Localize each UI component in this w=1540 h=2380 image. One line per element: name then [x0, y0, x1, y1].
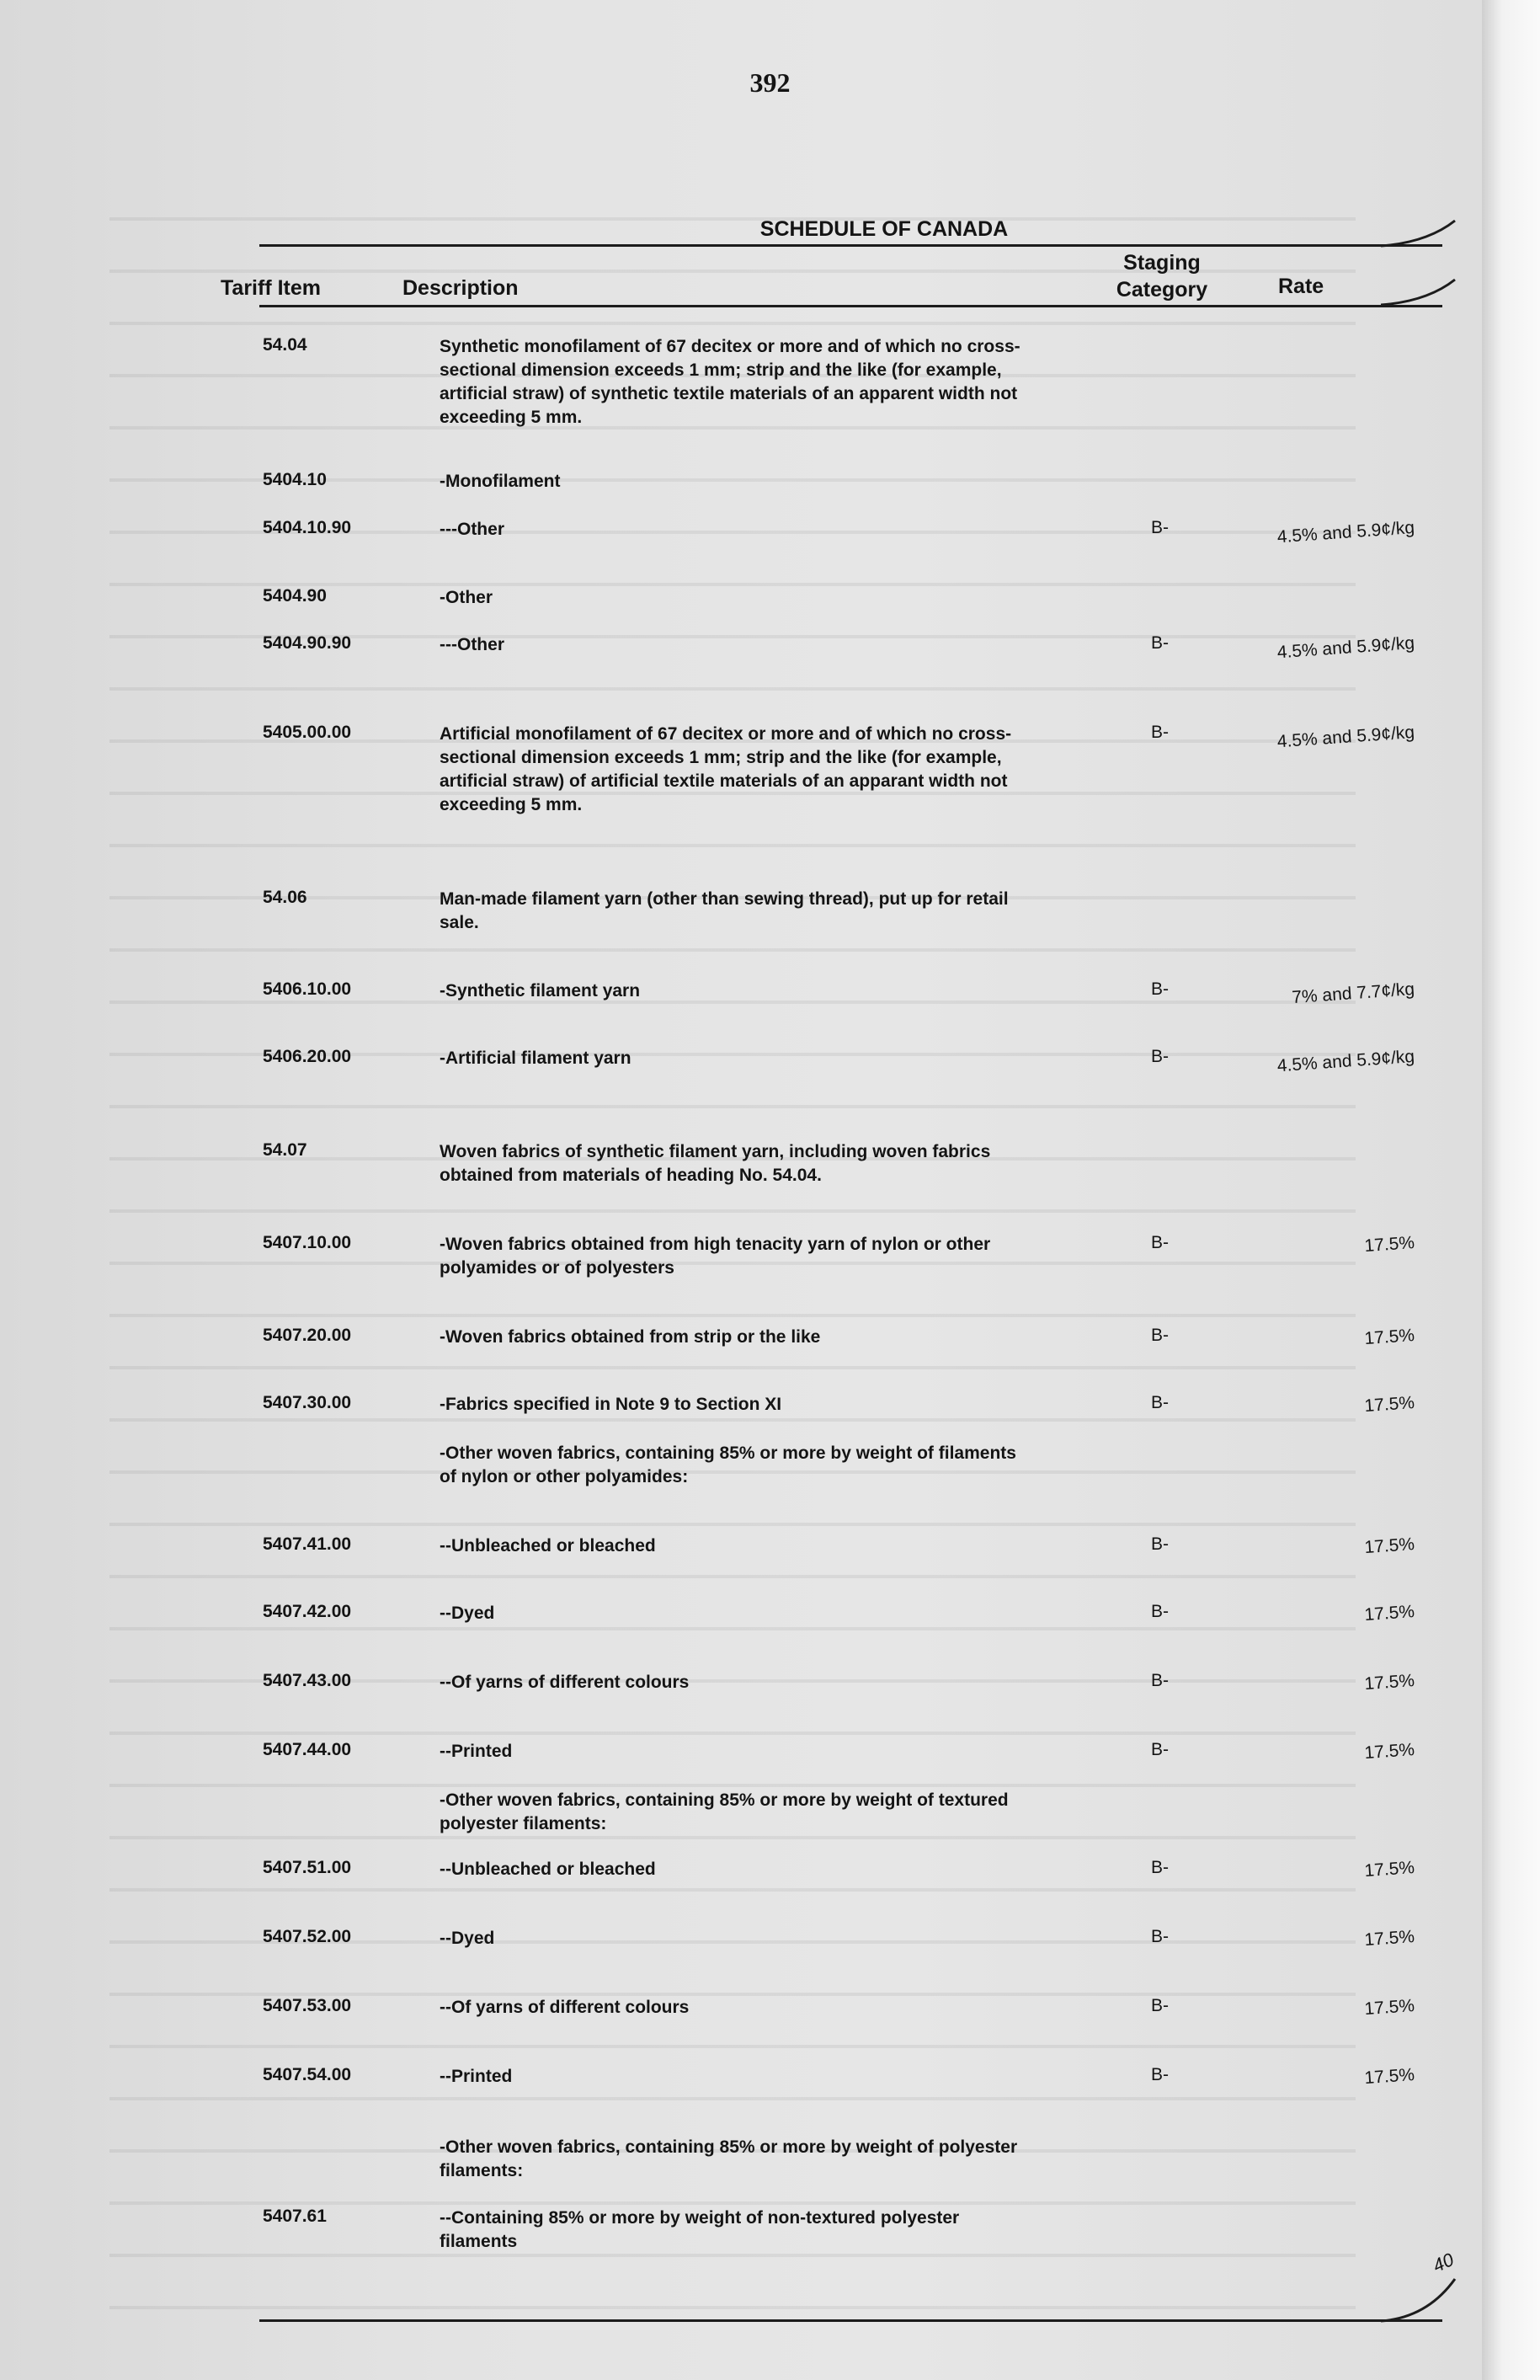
header-rate: Rate — [1278, 275, 1324, 298]
tariff-description: Man-made filament yarn (other than sewing thread), put up for retail sale. — [440, 889, 1009, 932]
staging-category: B- — [1151, 1858, 1169, 1877]
tariff-description: -Other woven fabrics, containing 85% or more by weight of filaments of nylon or other polyamides: — [440, 1443, 1016, 1486]
tariff-item-code: 54.04 — [263, 335, 307, 355]
duty-rate: 17.5% — [1363, 1233, 1415, 1257]
tariff-description: --Printed — [440, 2067, 513, 2086]
duty-rate: 17.5% — [1363, 1534, 1415, 1558]
duty-rate: 17.5% — [1363, 1927, 1415, 1950]
staging-category: B- — [1151, 518, 1169, 537]
tariff-item-code: 5407.20.00 — [263, 1326, 352, 1345]
staging-category: B- — [1151, 1740, 1169, 1759]
tariff-item-code: 5407.42.00 — [263, 1602, 352, 1621]
tariff-item-code: 5407.53.00 — [263, 1996, 352, 2015]
tariff-description: --Of yarns of different colours — [440, 1998, 690, 2017]
duty-rate: 4.5% and 5.9¢/kg — [1276, 633, 1415, 663]
staging-category: B- — [1151, 723, 1169, 742]
staging-category: B- — [1151, 1602, 1169, 1621]
tariff-description: --Dyed — [440, 1929, 495, 1948]
tariff-item-code: 5405.00.00 — [263, 723, 352, 742]
tariff-description: --Unbleached or bleached — [440, 1536, 656, 1556]
tariff-item-code: 5407.41.00 — [263, 1534, 352, 1554]
staging-category: B- — [1151, 1671, 1169, 1690]
header-tariff-item: Tariff Item — [221, 276, 321, 300]
tariff-item-code: 5404.10.90 — [263, 518, 352, 537]
tariff-description: --Containing 85% or more by weight of non-textured polyester filaments — [440, 2208, 960, 2251]
duty-rate: 17.5% — [1363, 1740, 1415, 1764]
staging-category: B- — [1151, 1927, 1169, 1946]
tariff-item-code: 5407.30.00 — [263, 1393, 352, 1412]
tariff-item-code: 5404.90 — [263, 586, 327, 606]
tariff-item-code: 5404.90.90 — [263, 633, 352, 653]
header-staging-line2: Category — [1116, 278, 1208, 302]
tariff-item-code: 5407.43.00 — [263, 1671, 352, 1690]
tariff-item-code: 5407.10.00 — [263, 1233, 352, 1252]
staging-category: B- — [1151, 1233, 1169, 1252]
tariff-description: -Monofilament — [440, 472, 561, 491]
tariff-item-code: 5407.61 — [263, 2207, 327, 2226]
staging-category: B- — [1151, 633, 1169, 653]
duty-rate: 17.5% — [1363, 1671, 1415, 1694]
tariff-description: -Other woven fabrics, containing 85% or more by weight of textured polyester filaments: — [440, 1790, 1009, 1833]
footer-mark: 40 — [1429, 2249, 1457, 2277]
bottom-rule-curl — [1381, 275, 1457, 308]
tariff-item-code: 5406.20.00 — [263, 1047, 352, 1066]
duty-rate: 7% and 7.7¢/kg — [1291, 979, 1415, 1008]
staging-category: B- — [1151, 1047, 1169, 1066]
tariff-description: -Synthetic filament yarn — [440, 981, 641, 1001]
tariff-description: Synthetic monofilament of 67 decitex or more and of which no cross-sectional dimension exceeds 1 mm; strip and the like (for example, artificial straw) of synthetic textile materials of an apparent width not exceeding 5 mm. — [440, 337, 1020, 427]
tariff-item-code: 5407.44.00 — [263, 1740, 352, 1759]
tariff-description: -Woven fabrics obtained from high tenacity yarn of nylon or other polyamides or of polyesters — [440, 1235, 991, 1278]
duty-rate: 17.5% — [1363, 1858, 1415, 1881]
footer-rule-curl — [1381, 2274, 1457, 2324]
duty-rate: 17.5% — [1363, 1326, 1415, 1349]
tariff-description: --Unbleached or bleached — [440, 1860, 656, 1879]
duty-rate: 4.5% and 5.9¢/kg — [1276, 723, 1415, 752]
tariff-description: --Printed — [440, 1742, 513, 1761]
header-bottom-rule — [259, 305, 1442, 307]
tariff-item-code: 5407.52.00 — [263, 1927, 352, 1946]
header-staging-category — [1095, 249, 1229, 303]
duty-rate: 17.5% — [1363, 1393, 1415, 1417]
tariff-item-code: 5407.54.00 — [263, 2065, 352, 2084]
tariff-description: --Of yarns of different colours — [440, 1673, 690, 1692]
tariff-description: -Fabrics specified in Note 9 to Section XI — [440, 1395, 782, 1414]
tariff-description: -Artificial filament yarn — [440, 1049, 631, 1068]
staging-category: B- — [1151, 1326, 1169, 1345]
tariff-item-code: 5406.10.00 — [263, 979, 352, 999]
duty-rate: 17.5% — [1363, 1602, 1415, 1625]
tariff-description: -Other — [440, 588, 493, 607]
page-edge — [1482, 0, 1540, 2380]
tariff-description: --Dyed — [440, 1604, 495, 1623]
tariff-description: -Woven fabrics obtained from strip or the like — [440, 1327, 821, 1347]
staging-category: B- — [1151, 1534, 1169, 1554]
top-rule-curl — [1381, 217, 1457, 251]
tariff-description: Artificial monofilament of 67 decitex or more and of which no cross-sectional dimension exceeds 1 mm; strip and the like (for example, artificial straw) of artificial textile materials of an apparant width not exceeding 5 mm. — [440, 724, 1012, 814]
tariff-description: ---Other — [440, 635, 504, 654]
page-number: 392 — [749, 67, 791, 98]
duty-rate: 4.5% and 5.9¢/kg — [1276, 1047, 1415, 1076]
tariff-description: -Other woven fabrics, containing 85% or more by weight of polyester filaments: — [440, 2137, 1018, 2180]
tariff-item-code: 5404.10 — [263, 470, 327, 489]
duty-rate: 17.5% — [1363, 2065, 1415, 2089]
tariff-item-code: 54.07 — [263, 1140, 307, 1160]
header-description: Description — [402, 276, 519, 300]
staging-category: B- — [1151, 1393, 1169, 1412]
staging-category: B- — [1151, 1996, 1169, 2015]
tariff-description: Woven fabrics of synthetic filament yarn, including woven fabrics obtained from materials of heading No. 54.04. — [440, 1142, 991, 1185]
duty-rate: 4.5% and 5.9¢/kg — [1276, 518, 1415, 547]
header-staging-line1: Staging — [1123, 251, 1201, 275]
staging-category: B- — [1151, 979, 1169, 999]
staging-category: B- — [1151, 2065, 1169, 2084]
tariff-description: ---Other — [440, 520, 504, 539]
tariff-item-code: 54.06 — [263, 888, 307, 907]
footer-rule — [259, 2319, 1442, 2322]
schedule-title: SCHEDULE OF CANADA — [759, 217, 1009, 241]
tariff-item-code: 5407.51.00 — [263, 1858, 352, 1877]
duty-rate: 17.5% — [1363, 1996, 1415, 2020]
header-top-rule — [259, 244, 1442, 247]
